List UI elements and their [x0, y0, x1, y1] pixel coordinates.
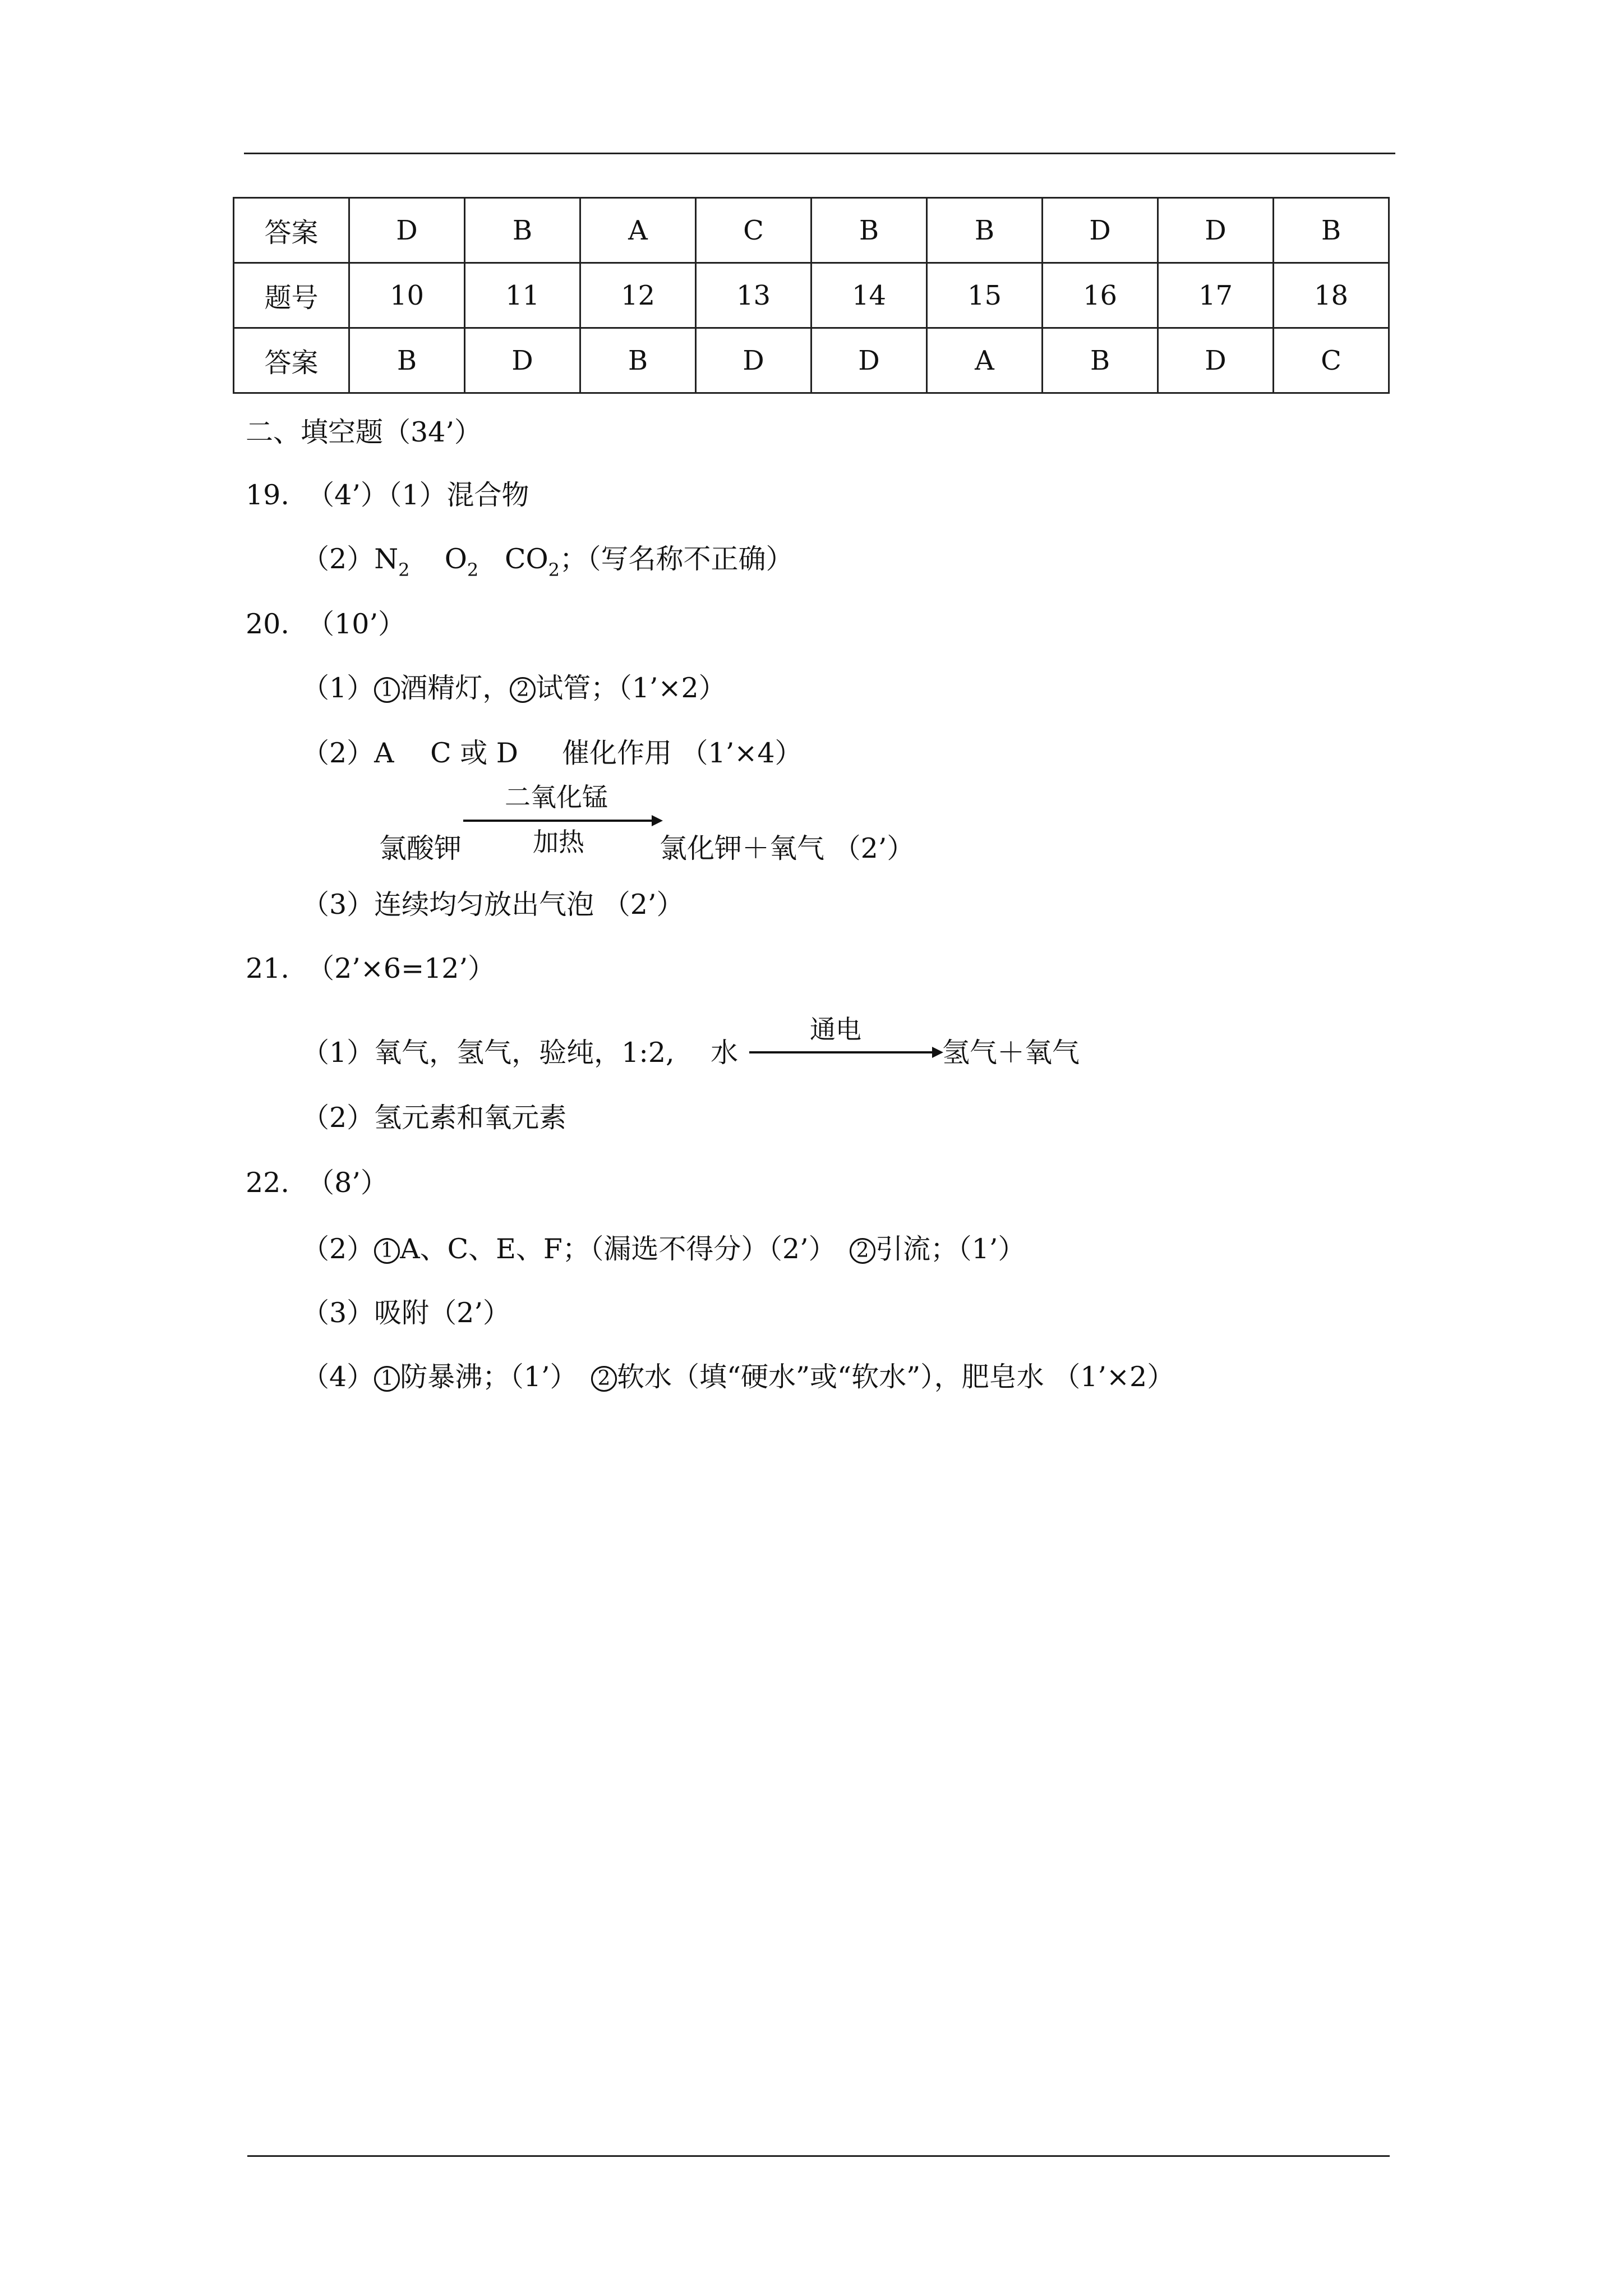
q19-part2-note: ；（写名称不正确） — [560, 543, 794, 575]
circled-two-marker: 2 — [510, 677, 536, 703]
q19-part1: （1）混合物 — [388, 479, 529, 511]
formula-co2: $CO_2$ — [505, 543, 560, 581]
q19-score: （4’） — [307, 479, 388, 511]
table-cell: 13 — [696, 263, 811, 328]
q22-part2-item2: 引流；（1’） — [875, 1233, 1026, 1265]
q20-part1-lead: （1） — [302, 672, 375, 704]
formula-n2: $N_2$ — [374, 543, 410, 581]
q22-part2 — [302, 1235, 1025, 1264]
q20-part2 — [302, 739, 803, 767]
row-header-cell: 答案 — [234, 198, 349, 263]
answer-table — [233, 197, 1390, 394]
table-cell: D — [696, 328, 811, 393]
q22-part2-lead: （2） — [302, 1233, 375, 1265]
table-cell: A — [580, 198, 696, 263]
q20-part2-role: 催化作用 （1’×4） — [561, 737, 803, 769]
table-cell: B — [349, 328, 465, 393]
table-cell: C — [696, 198, 811, 263]
table-cell: 15 — [927, 263, 1043, 328]
q22-part3: （3）吸附（2’） — [302, 1297, 510, 1329]
q19-part2-lead: （2） — [302, 543, 375, 575]
q20-part1-item1: 酒精灯， — [400, 672, 510, 704]
q20-part1-item2: 试管；（1’×2） — [536, 672, 726, 704]
reaction-arrow — [463, 814, 663, 827]
table-cell: 11 — [465, 263, 580, 328]
table-cell: B — [1274, 198, 1389, 263]
electrolysis-condition-label: 通电 — [810, 1014, 861, 1045]
row-header-cell: 题号 — [234, 263, 349, 328]
q20-part3: （3）连续均匀放出气泡 （2’） — [302, 889, 684, 921]
circled-two-marker: 2 — [850, 1238, 875, 1264]
q22-part4 — [302, 1363, 1174, 1392]
circled-two-marker: 2 — [591, 1366, 617, 1392]
q19-part2 — [302, 545, 794, 579]
table-cell: D — [1158, 198, 1274, 263]
q20-part1 — [302, 674, 726, 703]
table-cell: 14 — [811, 263, 927, 328]
table-cell: B — [811, 198, 927, 263]
table-cell: D — [811, 328, 927, 393]
q22-score: （8’） — [307, 1167, 388, 1199]
table-cell: 18 — [1274, 263, 1389, 328]
table-cell: 16 — [1043, 263, 1158, 328]
section-title: 二、填空题（34’） — [246, 416, 482, 448]
q22-part2-item1: A、C、E、F；（漏选不得分）（2’） — [400, 1233, 850, 1265]
table-cell: B — [927, 198, 1043, 263]
q20-score: （10’） — [307, 608, 406, 640]
q19-heading — [246, 481, 529, 509]
heating-condition-label: 加热 — [533, 827, 584, 857]
electrolysis-products: 氢气＋氧气 — [942, 1037, 1080, 1069]
table-row — [234, 198, 1389, 263]
footer-rule — [247, 2155, 1390, 2157]
table-cell: D — [1158, 328, 1274, 393]
table-cell: A — [927, 328, 1043, 393]
table-cell: C — [1274, 328, 1389, 393]
header-rule — [244, 153, 1395, 154]
q22-part4-item2: 软水（填“硬水”或“软水”），肥皂水 （1’×2） — [616, 1361, 1175, 1393]
electrolysis-arrow — [749, 1046, 943, 1059]
formula-o2: $O_2$ — [444, 543, 479, 581]
catalyst-label: 二氧化锰 — [505, 782, 608, 812]
q22-number: 22. — [246, 1167, 289, 1199]
table-cell: 17 — [1158, 263, 1274, 328]
circled-one-marker: 1 — [374, 1238, 400, 1264]
table-row — [234, 328, 1389, 393]
table-cell: B — [1043, 328, 1158, 393]
q21-heading — [246, 955, 495, 982]
table-cell: D — [1043, 198, 1158, 263]
q20-heading — [246, 610, 405, 638]
equation-products: 氯化钾＋氧气 （2’） — [660, 832, 915, 864]
q21-part1: （1）氧气，氢气，验纯，1:2, 水 — [302, 1037, 739, 1069]
q21-number: 21. — [246, 953, 289, 984]
table-cell: 12 — [580, 263, 696, 328]
q21-part2: （2）氢元素和氧元素 — [302, 1102, 567, 1134]
table-cell: 10 — [349, 263, 465, 328]
table-cell: B — [580, 328, 696, 393]
circled-one-marker: 1 — [374, 1366, 400, 1392]
table-cell: D — [349, 198, 465, 263]
q20-part2-answer: （2）A C 或 D — [302, 737, 519, 769]
q22-part4-lead: （4） — [302, 1361, 375, 1393]
table-cell: D — [465, 328, 580, 393]
table-cell: B — [465, 198, 580, 263]
row-header-cell: 答案 — [234, 328, 349, 393]
circled-one-marker: 1 — [374, 677, 400, 703]
q21-score: （2’×6=12’） — [307, 953, 496, 984]
equation-reactant: 氯酸钾 — [379, 832, 462, 864]
q22-part4-item1: 防暴沸；（1’） — [400, 1361, 591, 1393]
table-row — [234, 263, 1389, 328]
q22-heading — [246, 1169, 388, 1197]
q19-number: 19. — [246, 479, 289, 511]
q20-number: 20. — [246, 608, 289, 640]
